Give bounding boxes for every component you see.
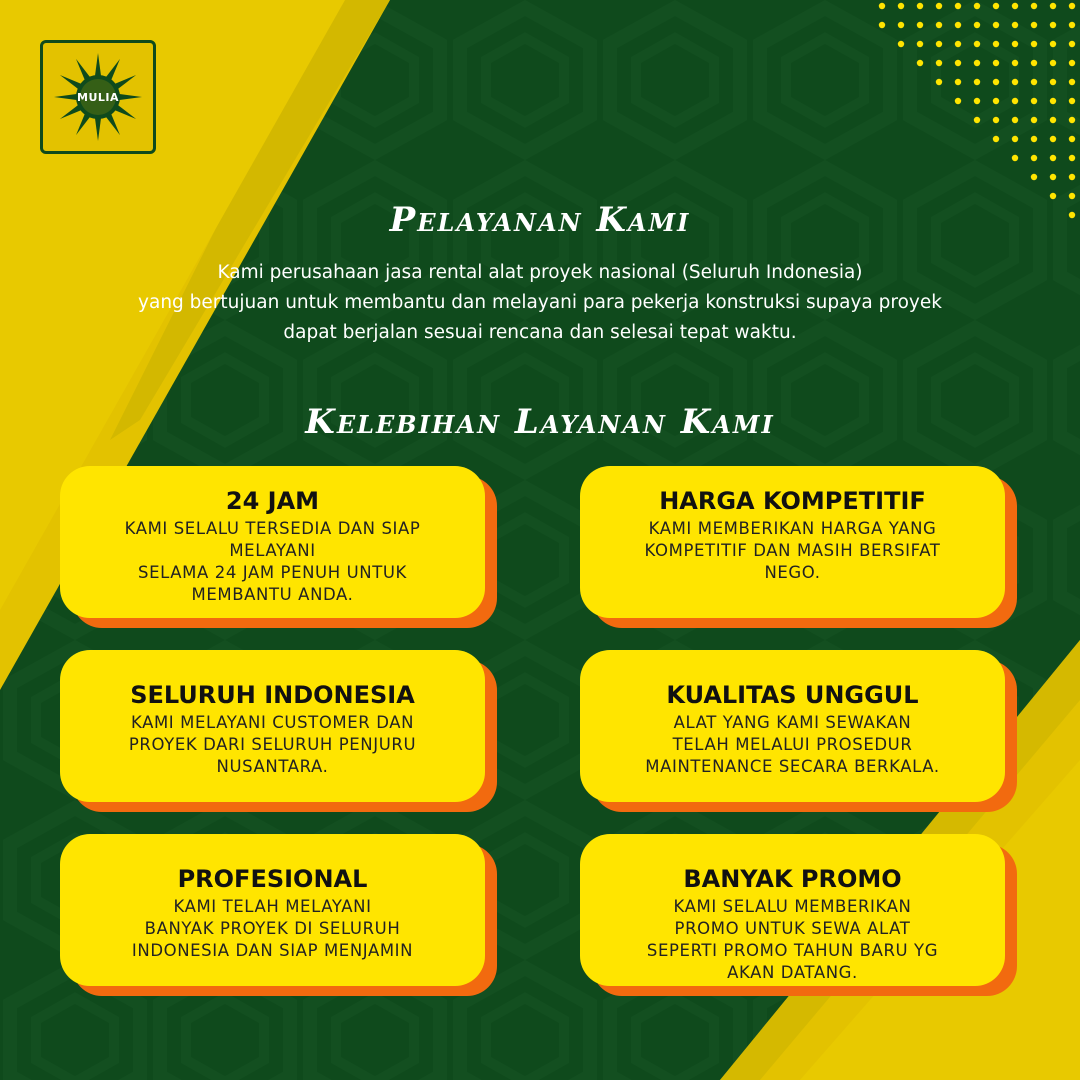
decor-dot <box>1050 155 1056 161</box>
decor-dot <box>1031 79 1037 85</box>
decor-dot <box>993 136 999 142</box>
decor-dot <box>1069 41 1075 47</box>
card-description: KAMI SELALU TERSEDIA DAN SIAP MELAYANI SELAMA 24 JAM PENUH UNTUK MEMBANTU ANDA. <box>124 519 421 604</box>
decor-dot <box>1069 79 1075 85</box>
card-kualitas-unggul <box>580 650 1005 802</box>
logo <box>40 40 156 154</box>
decor-dot <box>955 41 961 47</box>
decor-dot <box>1069 98 1075 104</box>
card-24-jam <box>60 466 485 618</box>
decor-dot <box>1069 174 1075 180</box>
decor-dot <box>1012 98 1018 104</box>
decor-dot <box>1031 41 1037 47</box>
decor-dot <box>1050 174 1056 180</box>
decor-dot <box>955 60 961 66</box>
decor-dot <box>1012 41 1018 47</box>
card-description: KAMI MELAYANI CUSTOMER DAN PROYEK DARI SELURUH PENJURU NUSANTARA. <box>128 713 417 776</box>
decor-dot <box>1012 60 1018 66</box>
decor-dot <box>936 22 942 28</box>
sun-ray <box>95 53 101 77</box>
logo-text: MULIA <box>77 91 119 104</box>
intro-line: Kami perusahaan jasa rental alat proyek nasional (Seluruh Indonesia) <box>217 262 863 283</box>
decor-dot <box>1050 41 1056 47</box>
decor-dot <box>879 3 885 9</box>
card-title: BANYAK PROMO <box>683 865 902 893</box>
decor-dot <box>1012 117 1018 123</box>
decor-dot <box>1050 136 1056 142</box>
decor-dot <box>936 3 942 9</box>
decor-dot <box>955 98 961 104</box>
decor-dot <box>1031 98 1037 104</box>
decor-dot <box>1050 193 1056 199</box>
card-description: KAMI SELALU MEMBERIKAN PROMO UNTUK SEWA ALAT SEPERTI PROMO TAHUN BARU YG AKAN DATANG. <box>646 897 939 982</box>
decor-dot <box>1012 22 1018 28</box>
card-banyak-promo <box>580 834 1005 986</box>
decor-dot <box>1031 3 1037 9</box>
decor-dot <box>1050 79 1056 85</box>
decor-dot <box>879 22 885 28</box>
decor-dot <box>1069 155 1075 161</box>
decor-dot <box>1069 22 1075 28</box>
decor-dot <box>917 60 923 66</box>
decor-dot <box>1031 136 1037 142</box>
sun-ray <box>95 117 101 141</box>
services-title: Pelayanan Kami <box>389 200 691 240</box>
decor-dot <box>974 98 980 104</box>
card-title: 24 JAM <box>225 487 320 515</box>
decor-dot <box>1069 60 1075 66</box>
decor-dot <box>936 41 942 47</box>
decor-dot <box>898 3 904 9</box>
decor-dot <box>974 3 980 9</box>
decor-dot <box>1050 60 1056 66</box>
decor-dot <box>993 79 999 85</box>
decor-dot <box>1031 60 1037 66</box>
decor-dot <box>1050 3 1056 9</box>
decor-dot <box>1031 117 1037 123</box>
decor-dot <box>1012 3 1018 9</box>
decor-dot <box>955 22 961 28</box>
decor-dot <box>936 60 942 66</box>
card-description: KAMI MEMBERIKAN HARGA YANG KOMPETITIF DAN MASIH BERSIFAT NEGO. <box>644 519 941 582</box>
decor-dot <box>993 98 999 104</box>
decor-dot <box>1050 117 1056 123</box>
card-title: HARGA KOMPETITIF <box>659 487 926 515</box>
decor-dot <box>917 41 923 47</box>
decor-dot <box>993 3 999 9</box>
decor-dot <box>917 3 923 9</box>
decor-dot <box>1012 136 1018 142</box>
decor-dot <box>974 41 980 47</box>
intro-line: dapat berjalan sesuai rencana dan selesai tepat waktu. <box>283 322 797 343</box>
decor-dot <box>1031 155 1037 161</box>
decor-dot <box>993 60 999 66</box>
decor-dot <box>1012 155 1018 161</box>
card-title: KUALITAS UNGGUL <box>666 681 919 709</box>
intro-line: yang bertujuan untuk membantu dan melayani para pekerja konstruksi supaya proyek <box>138 292 942 313</box>
decor-dot <box>974 117 980 123</box>
card-title: SELURUH INDONESIA <box>130 681 415 709</box>
decor-dot <box>1012 79 1018 85</box>
card-description: ALAT YANG KAMI SEWAKAN TELAH MELALUI PROSEDUR MAINTENANCE SECARA BERKALA. <box>645 713 940 776</box>
card-profesional <box>60 834 485 986</box>
decor-dot <box>974 60 980 66</box>
card-harga-kompetitif <box>580 466 1005 618</box>
card-seluruh-indonesia <box>60 650 485 802</box>
decor-dot <box>1069 193 1075 199</box>
card-description: KAMI TELAH MELAYANI BANYAK PROYEK DI SELURUH INDONESIA DAN SIAP MENJAMIN <box>131 897 414 960</box>
card-title: PROFESIONAL <box>177 865 368 893</box>
decor-dot <box>936 79 942 85</box>
decor-dot <box>974 22 980 28</box>
decor-dot <box>1069 117 1075 123</box>
decor-dot <box>1050 98 1056 104</box>
decor-dot <box>955 3 961 9</box>
decor-dot <box>1050 22 1056 28</box>
decor-dot <box>917 22 923 28</box>
decor-dot <box>898 41 904 47</box>
decor-dot <box>1069 3 1075 9</box>
decor-dot <box>1031 22 1037 28</box>
decor-dot <box>1031 174 1037 180</box>
decor-dot <box>974 79 980 85</box>
decor-dot <box>955 79 961 85</box>
decor-dot <box>1069 136 1075 142</box>
decor-dot <box>993 22 999 28</box>
decor-dot <box>993 117 999 123</box>
services-intro <box>40 258 1040 348</box>
decor-dot <box>898 22 904 28</box>
advantages-title: Kelebihan Layanan Kami <box>305 402 775 442</box>
decor-dot <box>993 41 999 47</box>
